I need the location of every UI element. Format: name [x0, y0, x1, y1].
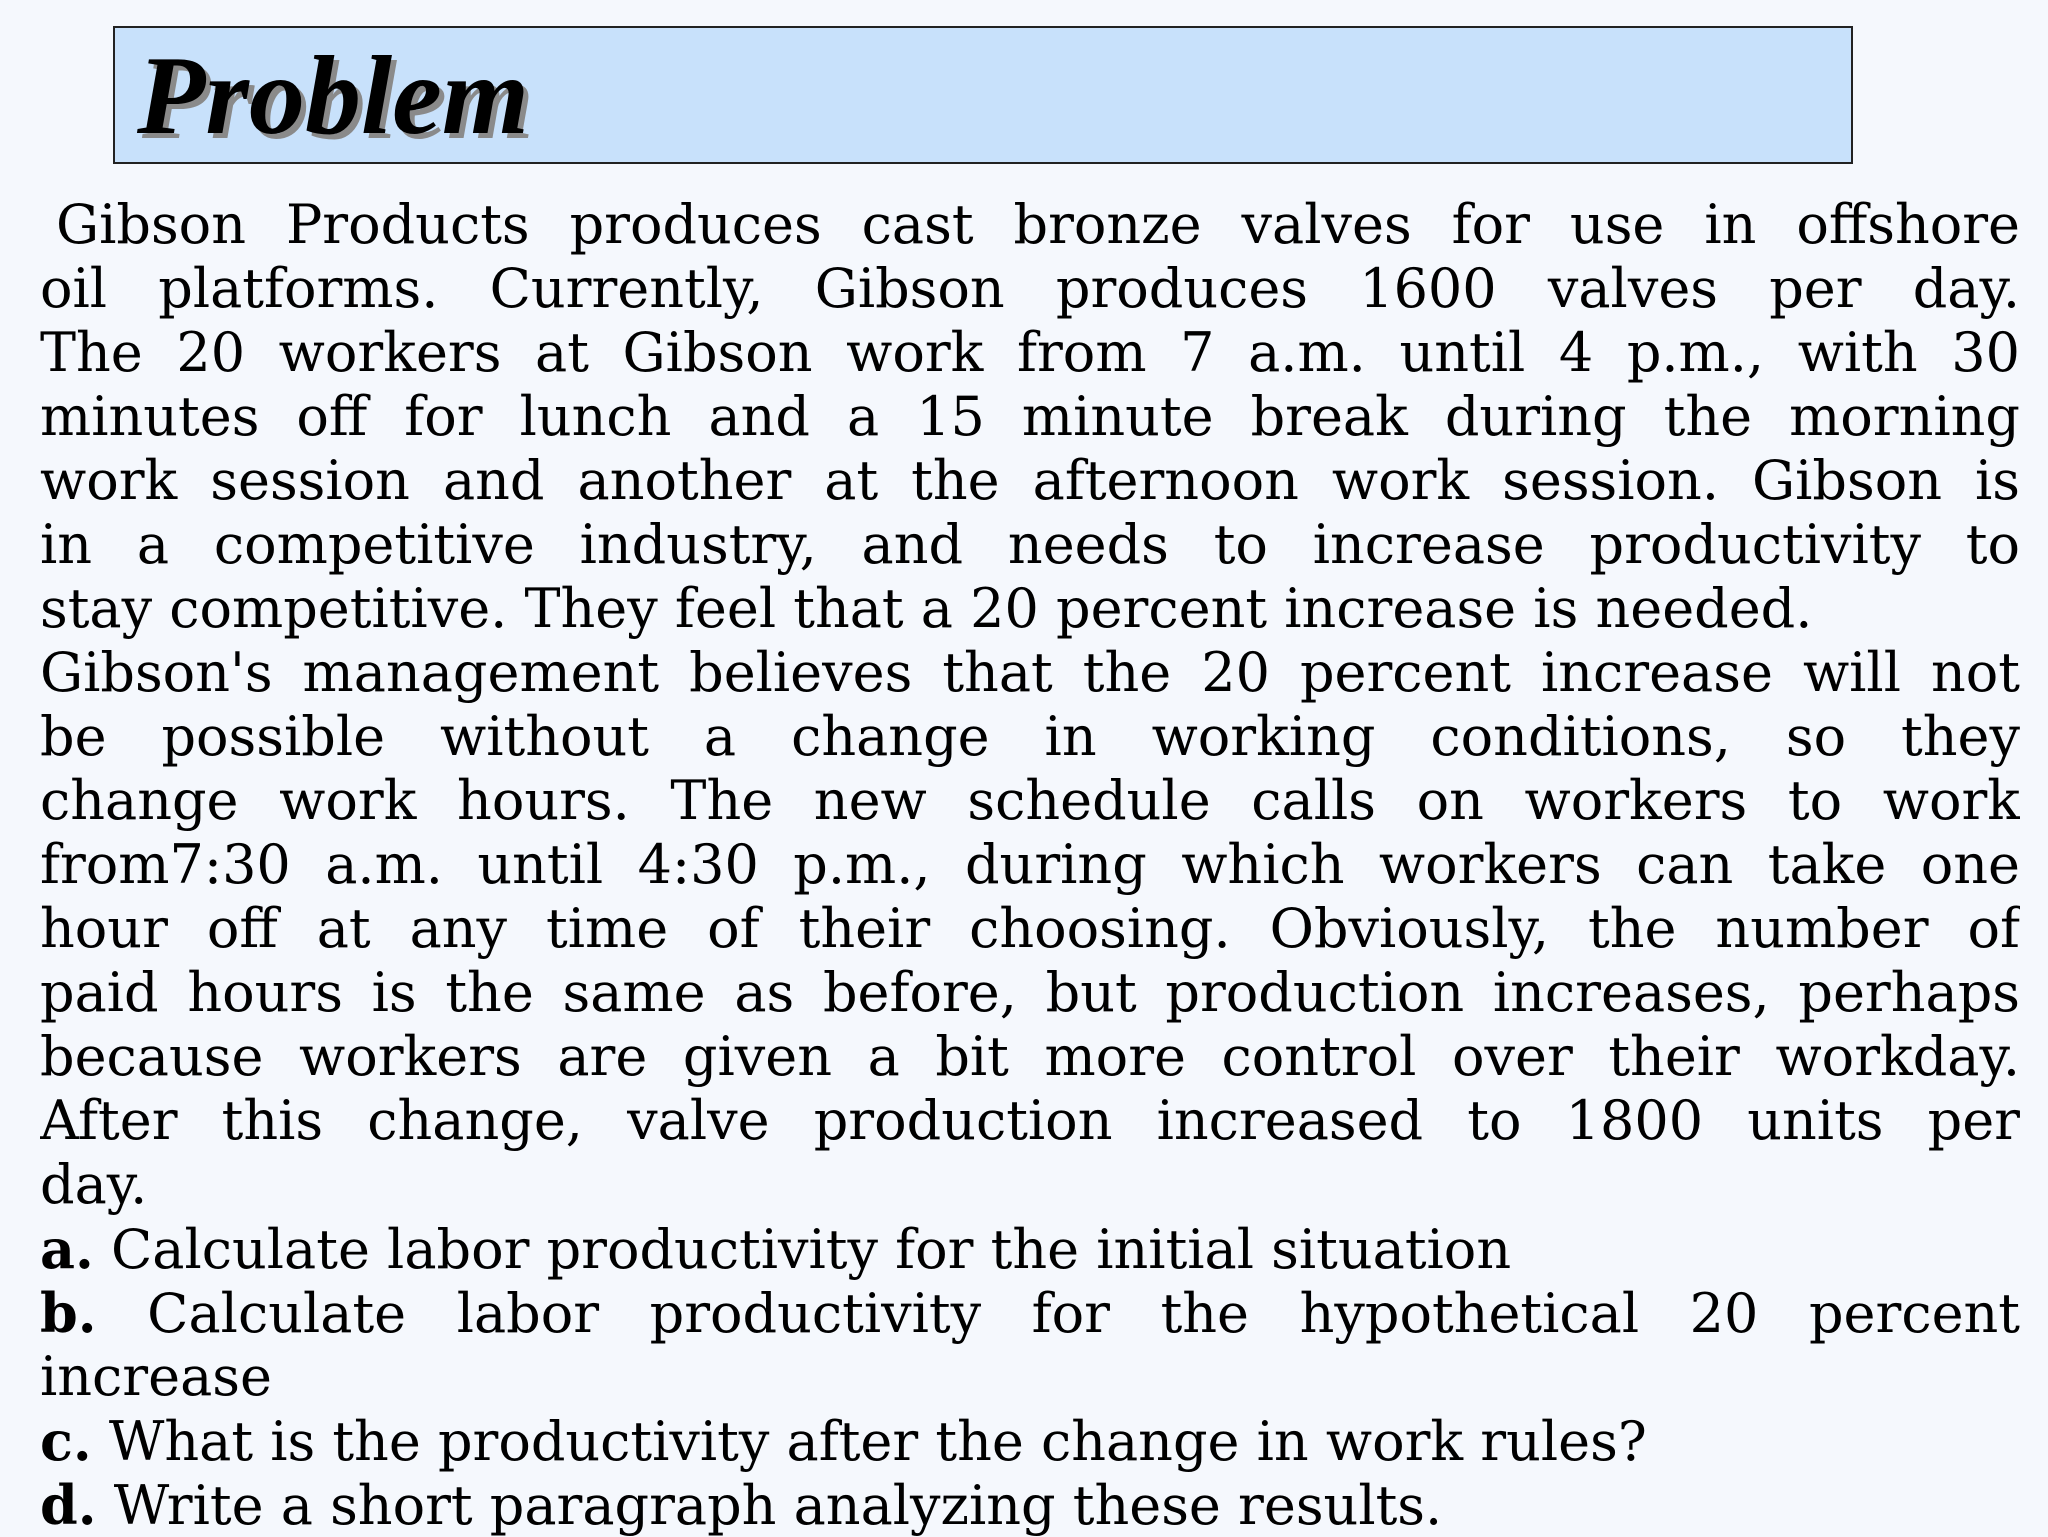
paragraph-line: The 20 workers at Gibson work from 7 a.m. until 4 p.m., with 30 — [40, 321, 2020, 384]
question-c — [40, 1409, 2020, 1473]
paragraph-line: change work hours. The new schedule calls on workers to work — [40, 769, 2020, 832]
question-text: Calculate labor productivity for the hypothetical 20 percent — [147, 1282, 2020, 1345]
question-a — [40, 1217, 2020, 1281]
paragraph-line: minutes off for lunch and a 15 minute break during the morning — [40, 385, 2020, 448]
paragraph-line: paid hours is the same as before, but production increases, perhaps — [40, 961, 2020, 1024]
paragraph-line: hour off at any time of their choosing. Obviously, the number of — [40, 897, 2020, 960]
paragraph-line: Gibson Products produces cast bronze valves for use in offshore — [56, 193, 2020, 256]
paragraph-line: oil platforms. Currently, Gibson produces 1600 valves per day. — [40, 257, 2020, 320]
paragraph-line: from7:30 a.m. until 4:30 p.m., during which workers can take one — [40, 833, 2020, 896]
question-text: What is the productivity after the change in work rules? — [108, 1410, 1647, 1473]
paragraph-line: work session and another at the afternoon work session. Gibson is — [40, 449, 2020, 512]
paragraph-line: be possible without a change in working conditions, so they — [40, 705, 2020, 768]
question-letter: d. — [40, 1473, 97, 1537]
question-b — [40, 1281, 2020, 1345]
paragraph-line: in a competitive industry, and needs to increase productivity to — [40, 513, 2020, 576]
paragraph-line: stay competitive. They feel that a 20 percent increase is needed. — [40, 577, 1813, 640]
question-text: Write a short paragraph analyzing these results. — [113, 1474, 1443, 1537]
question-letter: b. — [40, 1281, 97, 1345]
paragraph-line: Gibson's management believes that the 20 percent increase will not — [40, 641, 2020, 704]
title-banner — [113, 26, 1853, 164]
question-letter: c. — [40, 1409, 92, 1473]
question-b-continued: increase — [40, 1345, 272, 1408]
problem-body — [40, 193, 2020, 1537]
question-text: Calculate labor productivity for the initial situation — [110, 1218, 1512, 1281]
page-title: Problem — [137, 34, 529, 158]
question-letter: a. — [40, 1217, 94, 1281]
question-d — [40, 1473, 2020, 1537]
paragraph-line: because workers are given a bit more control over their workday. — [40, 1025, 2020, 1088]
paragraph-line: day. — [40, 1153, 148, 1216]
paragraph-line: After this change, valve production increased to 1800 units per — [40, 1089, 2020, 1152]
